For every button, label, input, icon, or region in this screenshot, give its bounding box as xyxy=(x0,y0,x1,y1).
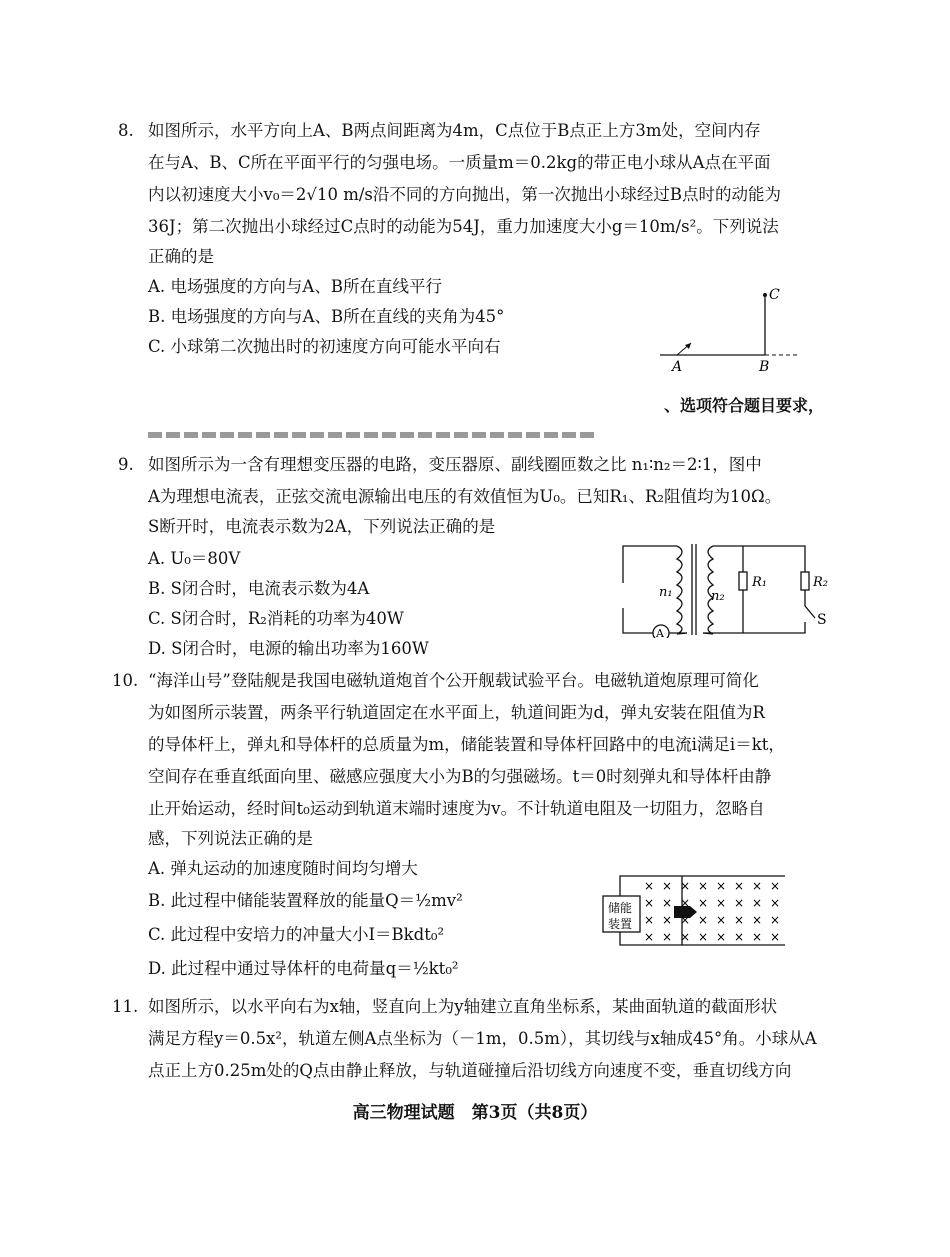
q8-line: 内以初速度大小v₀＝2√10 m/s沿不同的方向抛出，第一次抛出小球经过B点时的动能为 xyxy=(148,185,781,204)
ammeter-label: A xyxy=(656,627,664,638)
magnetic-field-x-mark: × xyxy=(680,930,691,944)
q9-option-c: C. S闭合时，R₂消耗的功率为40W xyxy=(148,609,404,628)
magnetic-field-x-mark: × xyxy=(698,879,709,893)
magnetic-field-x-mark: × xyxy=(644,930,655,944)
q10-number: 10. xyxy=(112,671,139,690)
magnetic-field-x-mark: × xyxy=(698,930,709,944)
q8-option-b: B. 电场强度的方向与A、B所在直线的夹角为45° xyxy=(148,307,505,326)
magnetic-field-x-mark: × xyxy=(716,930,727,944)
magnetic-field-x-mark: × xyxy=(680,879,691,893)
q11-line: 如图所示，以水平向右为x轴，竖直向上为y轴建立直角坐标系，某曲面轨道的截面形状 xyxy=(148,997,778,1016)
q11-line: 满足方程y＝0.5x²，轨道左侧A点坐标为（－1m，0.5m），其切线与x轴成45°角。小球从A xyxy=(148,1029,817,1048)
q10-line: 感，下列说法正确的是 xyxy=(148,829,313,848)
q9-option-b: B. S闭合时，电流表示数为4A xyxy=(148,579,370,598)
q8-option-a: A. 电场强度的方向与A、B所在直线平行 xyxy=(148,277,442,296)
q9-line: S断开时，电流表示数为2A，下列说法正确的是 xyxy=(148,517,496,536)
magnetic-field-x-mark: × xyxy=(698,913,709,927)
q9-transformer-figure xyxy=(615,538,830,638)
magnetic-field-x-mark: × xyxy=(770,930,781,944)
label-b: B xyxy=(759,359,770,375)
magnetic-field-x-mark: × xyxy=(752,913,763,927)
magnetic-field-x-mark: × xyxy=(680,896,691,910)
magnetic-field-x-mark: × xyxy=(734,913,745,927)
label-a: A xyxy=(672,359,683,375)
label-n1: n₁ xyxy=(659,585,673,600)
magnetic-field-x-mark: × xyxy=(752,896,763,910)
q8-line: 在与A、B、C所在平面平行的匀强电场。一质量m＝0.2kg的带正电小球从A点在平面 xyxy=(148,153,771,172)
storage-label: 装置 xyxy=(608,917,633,931)
magnetic-field-x-mark: × xyxy=(734,896,745,910)
label-n2: n₂ xyxy=(711,589,725,604)
magnetic-field-x-mark: × xyxy=(716,913,727,927)
magnetic-field-x-mark: × xyxy=(680,913,691,927)
q11-number: 11. xyxy=(112,997,139,1016)
page-footer: 高三物理试题 第3页（共8页） xyxy=(352,1103,598,1123)
magnetic-field-x-mark: × xyxy=(662,930,673,944)
q8-number: 8. xyxy=(118,121,134,140)
magnetic-field-x-mark: × xyxy=(698,896,709,910)
q10-line: 为如图所示装置，两条平行轨道固定在水平面上，轨道间距为d，弹丸安装在阻值为R xyxy=(148,703,765,722)
magnetic-field-x-mark: × xyxy=(734,879,745,893)
q8-figure xyxy=(655,285,805,375)
q9-line: 如图所示为一含有理想变压器的电路，变压器原、副线圈匝数之比 n₁∶n₂＝2∶1，图中 xyxy=(148,455,762,474)
magnetic-field-x-mark: × xyxy=(644,896,655,910)
cut-off-line xyxy=(148,432,598,438)
magnetic-field-x-mark: × xyxy=(662,913,673,927)
q10-option-b: B. 此过程中储能装置释放的能量Q＝½mv² xyxy=(148,891,463,910)
magnetic-field-x-mark: × xyxy=(644,879,655,893)
label-r2: R₂ xyxy=(813,575,828,590)
q8-line: 如图所示，水平方向上A、B两点间距离为4m，C点位于B点正上方3m处，空间内存 xyxy=(148,121,761,140)
magnetic-field-x-mark: × xyxy=(644,913,655,927)
magnetic-field-x-mark: × xyxy=(752,879,763,893)
q9-option-d: D. S闭合时，电源的输出功率为160W xyxy=(148,639,429,658)
q10-option-d: D. 此过程中通过导体杆的电荷量q＝½kt₀² xyxy=(148,959,459,978)
q10-line: 止开始运动，经时间t₀运动到轨道末端时速度为v。不计轨道电阻及一切阻力，忽略自 xyxy=(148,799,765,818)
q9-option-a: A. U₀＝80V xyxy=(148,549,241,568)
magnetic-field-x-mark: × xyxy=(752,930,763,944)
q11-line: 点正上方0.25m处的Q点由静止释放，与轨道碰撞后沿切线方向速度不变，垂直切线方向 xyxy=(148,1061,792,1080)
label-c: C xyxy=(769,287,780,303)
q10-railgun-figure xyxy=(600,868,790,953)
q8-line: 36J；第二次抛出小球经过C点时的动能为54J，重力加速度大小g＝10m/s²。下列说法 xyxy=(148,217,779,236)
magnetic-field-x-mark: × xyxy=(770,879,781,893)
magnetic-field-x-mark: × xyxy=(734,930,745,944)
q10-option-c: C. 此过程中安培力的冲量大小I＝Bkdt₀² xyxy=(148,925,445,944)
magnetic-field-x-mark: × xyxy=(770,913,781,927)
label-s: S xyxy=(817,612,827,628)
magnetic-field-x-mark: × xyxy=(770,896,781,910)
magnetic-field-x-mark: × xyxy=(662,879,673,893)
q10-line: 的导体杆上，弹丸和导体杆的总质量为m，储能装置和导体杆回路中的电流i满足i＝kt， xyxy=(148,735,785,754)
q10-option-a: A. 弹丸运动的加速度随时间均匀增大 xyxy=(148,859,418,878)
storage-label: 储能 xyxy=(608,901,633,915)
q9-line: A为理想电流表，正弦交流电源输出电压的有效值恒为U₀。已知R₁、R₂阻值均为10Ω。 xyxy=(148,487,782,506)
magnetic-field-x-mark: × xyxy=(662,896,673,910)
q8-line: 正确的是 xyxy=(148,247,214,266)
magnetic-field-x-mark: × xyxy=(716,879,727,893)
cut-text: 、选项符合题目要求， xyxy=(664,396,825,415)
q8-option-c: C. 小球第二次抛出时的初速度方向可能水平向右 xyxy=(148,337,501,356)
q9-number: 9. xyxy=(118,455,134,474)
q10-line: “海洋山号”登陆舰是我国电磁轨道炮首个公开舰载试验平台。电磁轨道炮原理可简化 xyxy=(148,671,759,690)
label-r1: R₁ xyxy=(752,575,767,590)
q10-line: 空间存在垂直纸面向里、磁感应强度大小为B的匀强磁场。t＝0时刻弹丸和导体杆由静 xyxy=(148,767,772,786)
magnetic-field-x-mark: × xyxy=(716,896,727,910)
